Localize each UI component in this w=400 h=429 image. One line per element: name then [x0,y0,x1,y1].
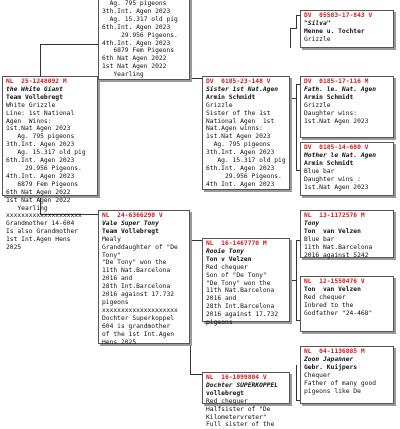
info-line: Ag. 795 pigeons [102,0,167,7]
connector-line [190,78,202,79]
pedigree-card-great-grandparent [300,276,394,332]
pedigree-card-grandparent [202,238,290,327]
pigeon-name: Mother le Nat. Agen [304,151,377,159]
pedigree-card-dam [98,210,190,344]
connector-line [296,365,297,400]
info-line: Full sister of the [206,421,275,429]
info-line: 6th Nat Agen 2022 [6,188,71,196]
info-line: 6th Nat Agen 2022 [102,55,167,63]
info-line: Ag. 15.317 old pig [102,15,178,23]
connector-line [190,8,191,78]
info-line: of the 1st Int.Agen [102,330,175,338]
connector-line [190,330,191,374]
info-line: Ag. 15.317 old pig [6,149,86,157]
connector-line [40,44,98,45]
pigeon-name: Fath. le. Nat. Agen [304,85,377,93]
owner-name: Menne u. Tochter [304,27,365,35]
owner-name: vollebregt [206,389,244,397]
info-line: Grizzle [206,101,233,109]
info-line: Father of many good [304,379,377,387]
info-line: 2016 and [102,275,133,283]
owner-name: Ton van Velzen [304,285,361,293]
ring-number: DV 05583-17-843 V [304,12,373,19]
pigeon-name: the White Giant [6,85,63,93]
pigeon-name: Dochter SUPERKOPPEL [206,381,279,389]
info-line: xxxxxxxxxxxxxxxxxxxx [6,212,82,220]
info-line: Blue bar [304,167,335,175]
info-line: 2016 against 17.732 [206,311,279,319]
pigeon-name: Rooie Tony [206,247,244,255]
info-line: 3th.Int. Agen 2023 [102,7,171,15]
info-line: Daughter wins: [304,109,358,117]
info-line: National Agen 1st [206,117,275,125]
info-line: 2016 against 5242 [304,251,369,259]
info-line: Nat.Agen winns: [206,125,263,133]
info-line: Is also Grandmother [6,228,79,236]
info-line: 11th Nat.Barcelona [206,287,275,295]
info-line: Line: 1st National [6,109,75,117]
info-line: xxxxxxxxxxxxxxxxxxxx [102,306,178,314]
pedigree-card-great-grandparent [300,210,394,258]
info-line: Son of "De Tony" [206,271,267,279]
info-line: 6th.Int. Agen 2023 [102,23,171,31]
ring-number: NL 25-1248092 M [6,78,67,85]
ring-number: NL 12-1550476 V [304,278,365,285]
info-line: 29.956 Pigeons. [102,31,178,39]
info-line: 1st.Nat Agen 2023 [206,133,271,141]
connector-line [190,230,191,240]
info-line: 28th Int.Barcelona [206,303,275,311]
info-line: 11th Nat.Barcelona [102,267,171,275]
owner-name: Ton van Velzen [304,227,361,235]
info-line: Red chequer [206,397,248,405]
info-line: pigeons [206,319,233,327]
ring-number: DV 0185-17-116 M [304,78,369,85]
info-line: Hens 2025 [102,338,137,346]
info-line: Yearling [6,204,48,212]
info-line: Red chequer [206,263,248,271]
pigeon-name: "Silva" [304,19,331,27]
pedigree-card-sire [98,0,190,80]
info-line: Grandmother 14-604 [6,220,75,228]
info-line: White Grizzle [6,101,56,109]
info-line: Mealy [102,235,121,243]
ring-number: NL 24-6366290 V [102,212,163,219]
info-line: Red chequer [304,293,346,301]
connector-line [296,240,297,320]
owner-name: Team Vollebregt [102,227,159,235]
info-line: Yearling [102,71,144,79]
ring-number: NL 13-1172576 M [304,212,365,219]
info-line: 1st Nat Agen 2022 [6,196,71,204]
connector-line [40,44,41,76]
info-line: Grizzle [304,35,331,43]
info-line: pigeons like De [304,387,361,395]
info-line: Chequer [304,371,331,379]
info-line: 4th.Int. Agen 2023 [102,39,171,47]
info-line: 604 is grandmother [102,322,171,330]
pigeon-name: Tony [304,219,320,227]
info-line: 1st.Nat Agen 2023 [6,125,71,133]
info-line: 1st.Nat Agen 2023 [304,117,369,125]
owner-name: Armin Schmidt [206,93,256,101]
info-line: "De Tony" won the [206,279,271,287]
info-line: 11th Nat.Barcelona [304,243,373,251]
pedigree-card-grandparent [202,372,290,429]
info-line: 1st Int.Agen Hens [6,236,71,244]
info-line: "De Tony" won the [102,259,167,267]
info-line: 6879 Fem Pigeons [102,47,175,55]
info-line: 29.956 Pigeons. [206,172,282,180]
owner-name: Armin Schmidt [304,159,354,167]
info-line: Kilometervreter" [206,413,267,421]
info-line: Grizzle [304,101,331,109]
connector-line [290,28,291,48]
info-line: Godfather "24-468" [304,309,373,317]
info-line: 1st.Nat Agen 2023 [304,183,369,191]
info-line: 1st Nat Agen 2022 [102,63,167,71]
info-line: 3th.Int. Agen 2023 [206,149,275,157]
info-line: Inbred to the [304,301,354,309]
info-line: Blue bar [304,235,335,243]
owner-name: Ton v Velzen [206,255,252,263]
owner-name: Team Vollebregt [6,93,63,101]
ring-number: DV 0185-23-148 V [206,78,271,85]
connector-line [190,240,202,241]
ring-number: DV 0185-14-680 V [304,144,369,151]
pedigree-card-main [2,76,98,252]
pedigree-card-great-grandparent [300,346,394,404]
info-line: 4th.Int. Agen 2023 [6,172,75,180]
info-line: Halfsister of "De [206,405,271,413]
info-line: Dochter Superkoppel [102,314,175,322]
info-line: 2016 and [206,295,237,303]
info-line: Sister of the 1st [206,109,271,117]
info-line: 28th Int.Barcelona [102,283,171,291]
pigeon-name: Zoon Japanner [304,355,354,363]
pedigree-card-great-grandparent [300,76,394,138]
info-line: 2025 [6,244,22,252]
info-line: Daughter wins : [304,175,361,183]
info-line: pigeons [102,298,129,306]
info-line: Granddaughter of "De [102,243,178,251]
ring-number: NL 16-1099804 V [206,374,267,381]
connector-line [296,15,297,29]
owner-name: Armin Schmidt [304,93,354,101]
owner-name: Gebr. Kuijpers [304,363,358,371]
ring-number: NL 04-1136885 M [304,348,365,355]
pedigree-card-great-grandparent [300,10,394,48]
info-line: Ag. 795 pigeons [206,141,271,149]
info-line: 29.956 Pigeons. [6,164,82,172]
ring-number: NL 16-1467770 M [206,240,267,247]
connector-line [190,374,202,375]
info-line: Ag. 15.317 old pig [206,157,286,165]
connector-line [296,84,297,170]
pigeon-name: Sister 1st Nat.Agen [206,85,279,93]
info-line: 6th.Int. Agen 2023 [206,164,275,172]
info-line: 2016 against 17.732 [102,291,175,299]
pedigree-card-great-grandparent [300,142,394,196]
pedigree-card-grandparent [202,76,290,190]
pigeon-name: Vale Super Tony [102,219,159,227]
info-line: 3th.Int. Agen 2023 [6,141,75,149]
info-line: 4th Int. Agen 2023 [206,180,275,188]
info-line: Ag. 795 pigeons [6,133,75,141]
info-line: 6th.Int. Agen 2023 [6,157,75,165]
info-line: Agen Winns: [6,117,52,125]
info-line: Tony" [102,251,121,259]
info-line: 6879 Fem Pigeons [6,180,79,188]
